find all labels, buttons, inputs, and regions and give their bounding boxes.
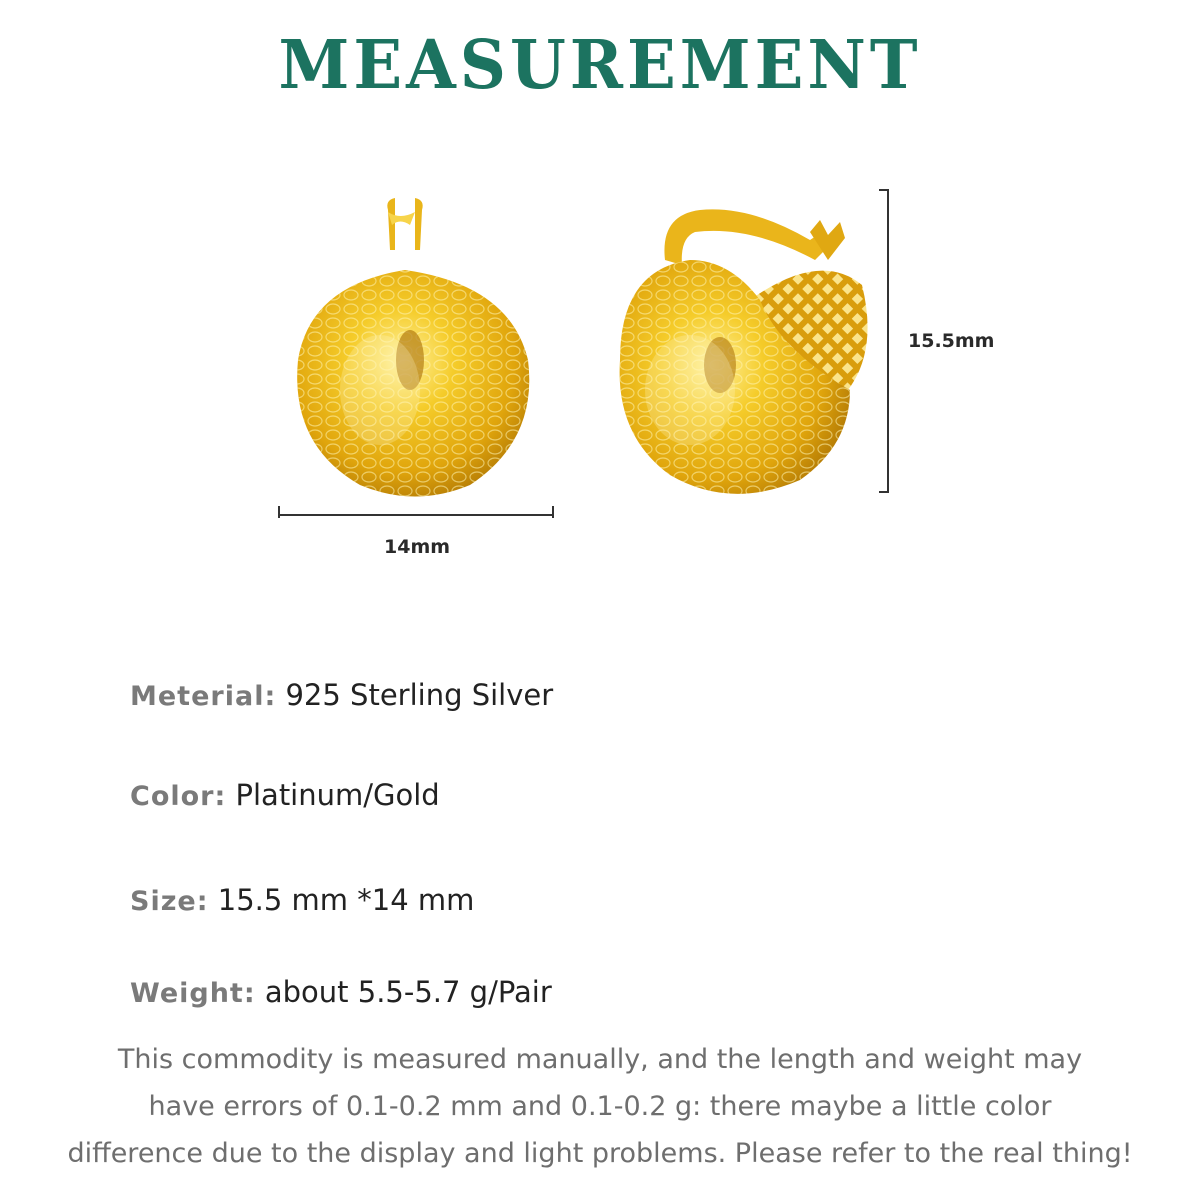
spec-material [130,678,553,712]
notice-line-2: have errors of 0.1-0.2 mm and 0.1-0.2 g: there maybe a little color [148,1091,1052,1122]
width-dimension-label: 14mm [384,536,451,558]
spec-color-value: Platinum/Gold [235,778,440,812]
height-dimension-line [887,189,889,493]
spec-material-value: 925 Sterling Silver [285,678,554,712]
notice-line-1: This commodity is measured manually, and the length and weight may [117,1044,1083,1075]
measurement-notice [30,1036,1170,1177]
height-dimension-tick-top [879,189,889,191]
width-dimension-tick-right [552,506,554,518]
width-dimension-tick-left [278,506,280,518]
height-dimension-tick-bottom [879,491,889,493]
spec-size-key: Size: [130,886,209,917]
notice-line-3: difference due to the display and light problems. Please refer to the real thing! [67,1138,1133,1169]
spec-size [130,883,474,917]
spec-weight-key: Weight: [130,978,256,1009]
spec-color [130,778,440,812]
height-dimension-label: 15.5mm [908,330,995,352]
spec-weight-value: about 5.5-5.7 g/Pair [264,975,552,1009]
width-dimension-line [278,514,554,516]
spec-weight [130,975,552,1009]
earring-side-image [600,190,900,500]
earring-front-image [270,190,560,500]
spec-size-value: 15.5 mm *14 mm [217,883,475,917]
page-title: MEASUREMENT [278,26,922,105]
spec-material-key: Meterial: [130,681,277,712]
spec-color-key: Color: [130,781,227,812]
